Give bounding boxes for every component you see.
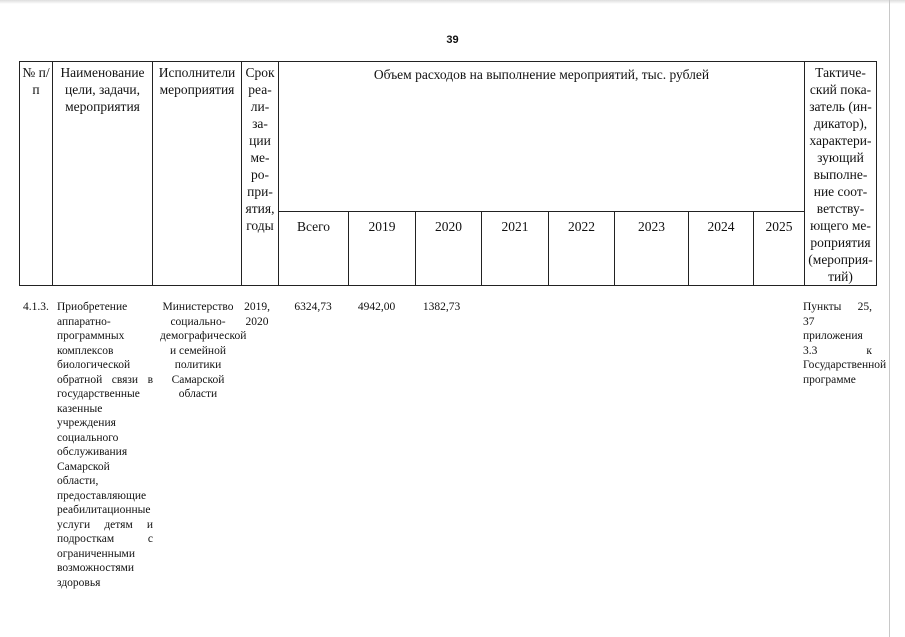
row-2019: 4942,00 (357, 301, 396, 313)
col-executors-header: Исполнители мероприятия (153, 62, 242, 286)
row-term: 2019, 2020 (244, 301, 270, 328)
row-indicator: Пункты 25, 37 приложения 3.3 к Государственной программе (803, 301, 887, 386)
row-2020: 1382,73 (422, 301, 461, 313)
row-num: 4.1.3. (23, 301, 49, 313)
year-header-2021: 2021 (482, 212, 549, 286)
year-header-2022: 2022 (549, 212, 615, 286)
scan-right-edge (889, 0, 890, 637)
year-header-2025: 2025 (754, 212, 805, 286)
year-header-2024: 2024 (689, 212, 754, 286)
col-num-header: № п/п (20, 62, 53, 286)
col-name-header: Наименование цели, задачи, мероприятия (53, 62, 153, 286)
year-header-total: Всего (279, 212, 349, 286)
scan-top-edge (0, 0, 905, 4)
row-executor: Министерство социально-демографической и семейной политики Самарской области (160, 301, 247, 400)
col-term-header: Срок реа-ли-за-ции ме-ро-при-ятия, годы (242, 62, 279, 286)
header-table (19, 61, 877, 286)
row-name: Приобретение аппаратно-программных комплексов биологической обратной связи в государственные казенные учреждения социального обслуживания Самарской области, предоставляющие реабилитационные услуги детям и подросткам с ограниченными возможностями здоровья (57, 301, 153, 589)
col-volume-header: Объем расходов на выполнение мероприятий, тыс. рублей (279, 62, 805, 212)
row-total: 6324,73 (294, 301, 332, 313)
year-header-2020: 2020 (416, 212, 482, 286)
year-header-2019: 2019 (349, 212, 416, 286)
year-header-2023: 2023 (615, 212, 689, 286)
page-number: 39 (446, 34, 459, 46)
col-indicator-header: Тактиче-ский пока-затель (ин-дикатор), характери-зующий выполне-ние соот-ветству-ющего ме-роприятия (мероприя-тий) (805, 62, 877, 286)
